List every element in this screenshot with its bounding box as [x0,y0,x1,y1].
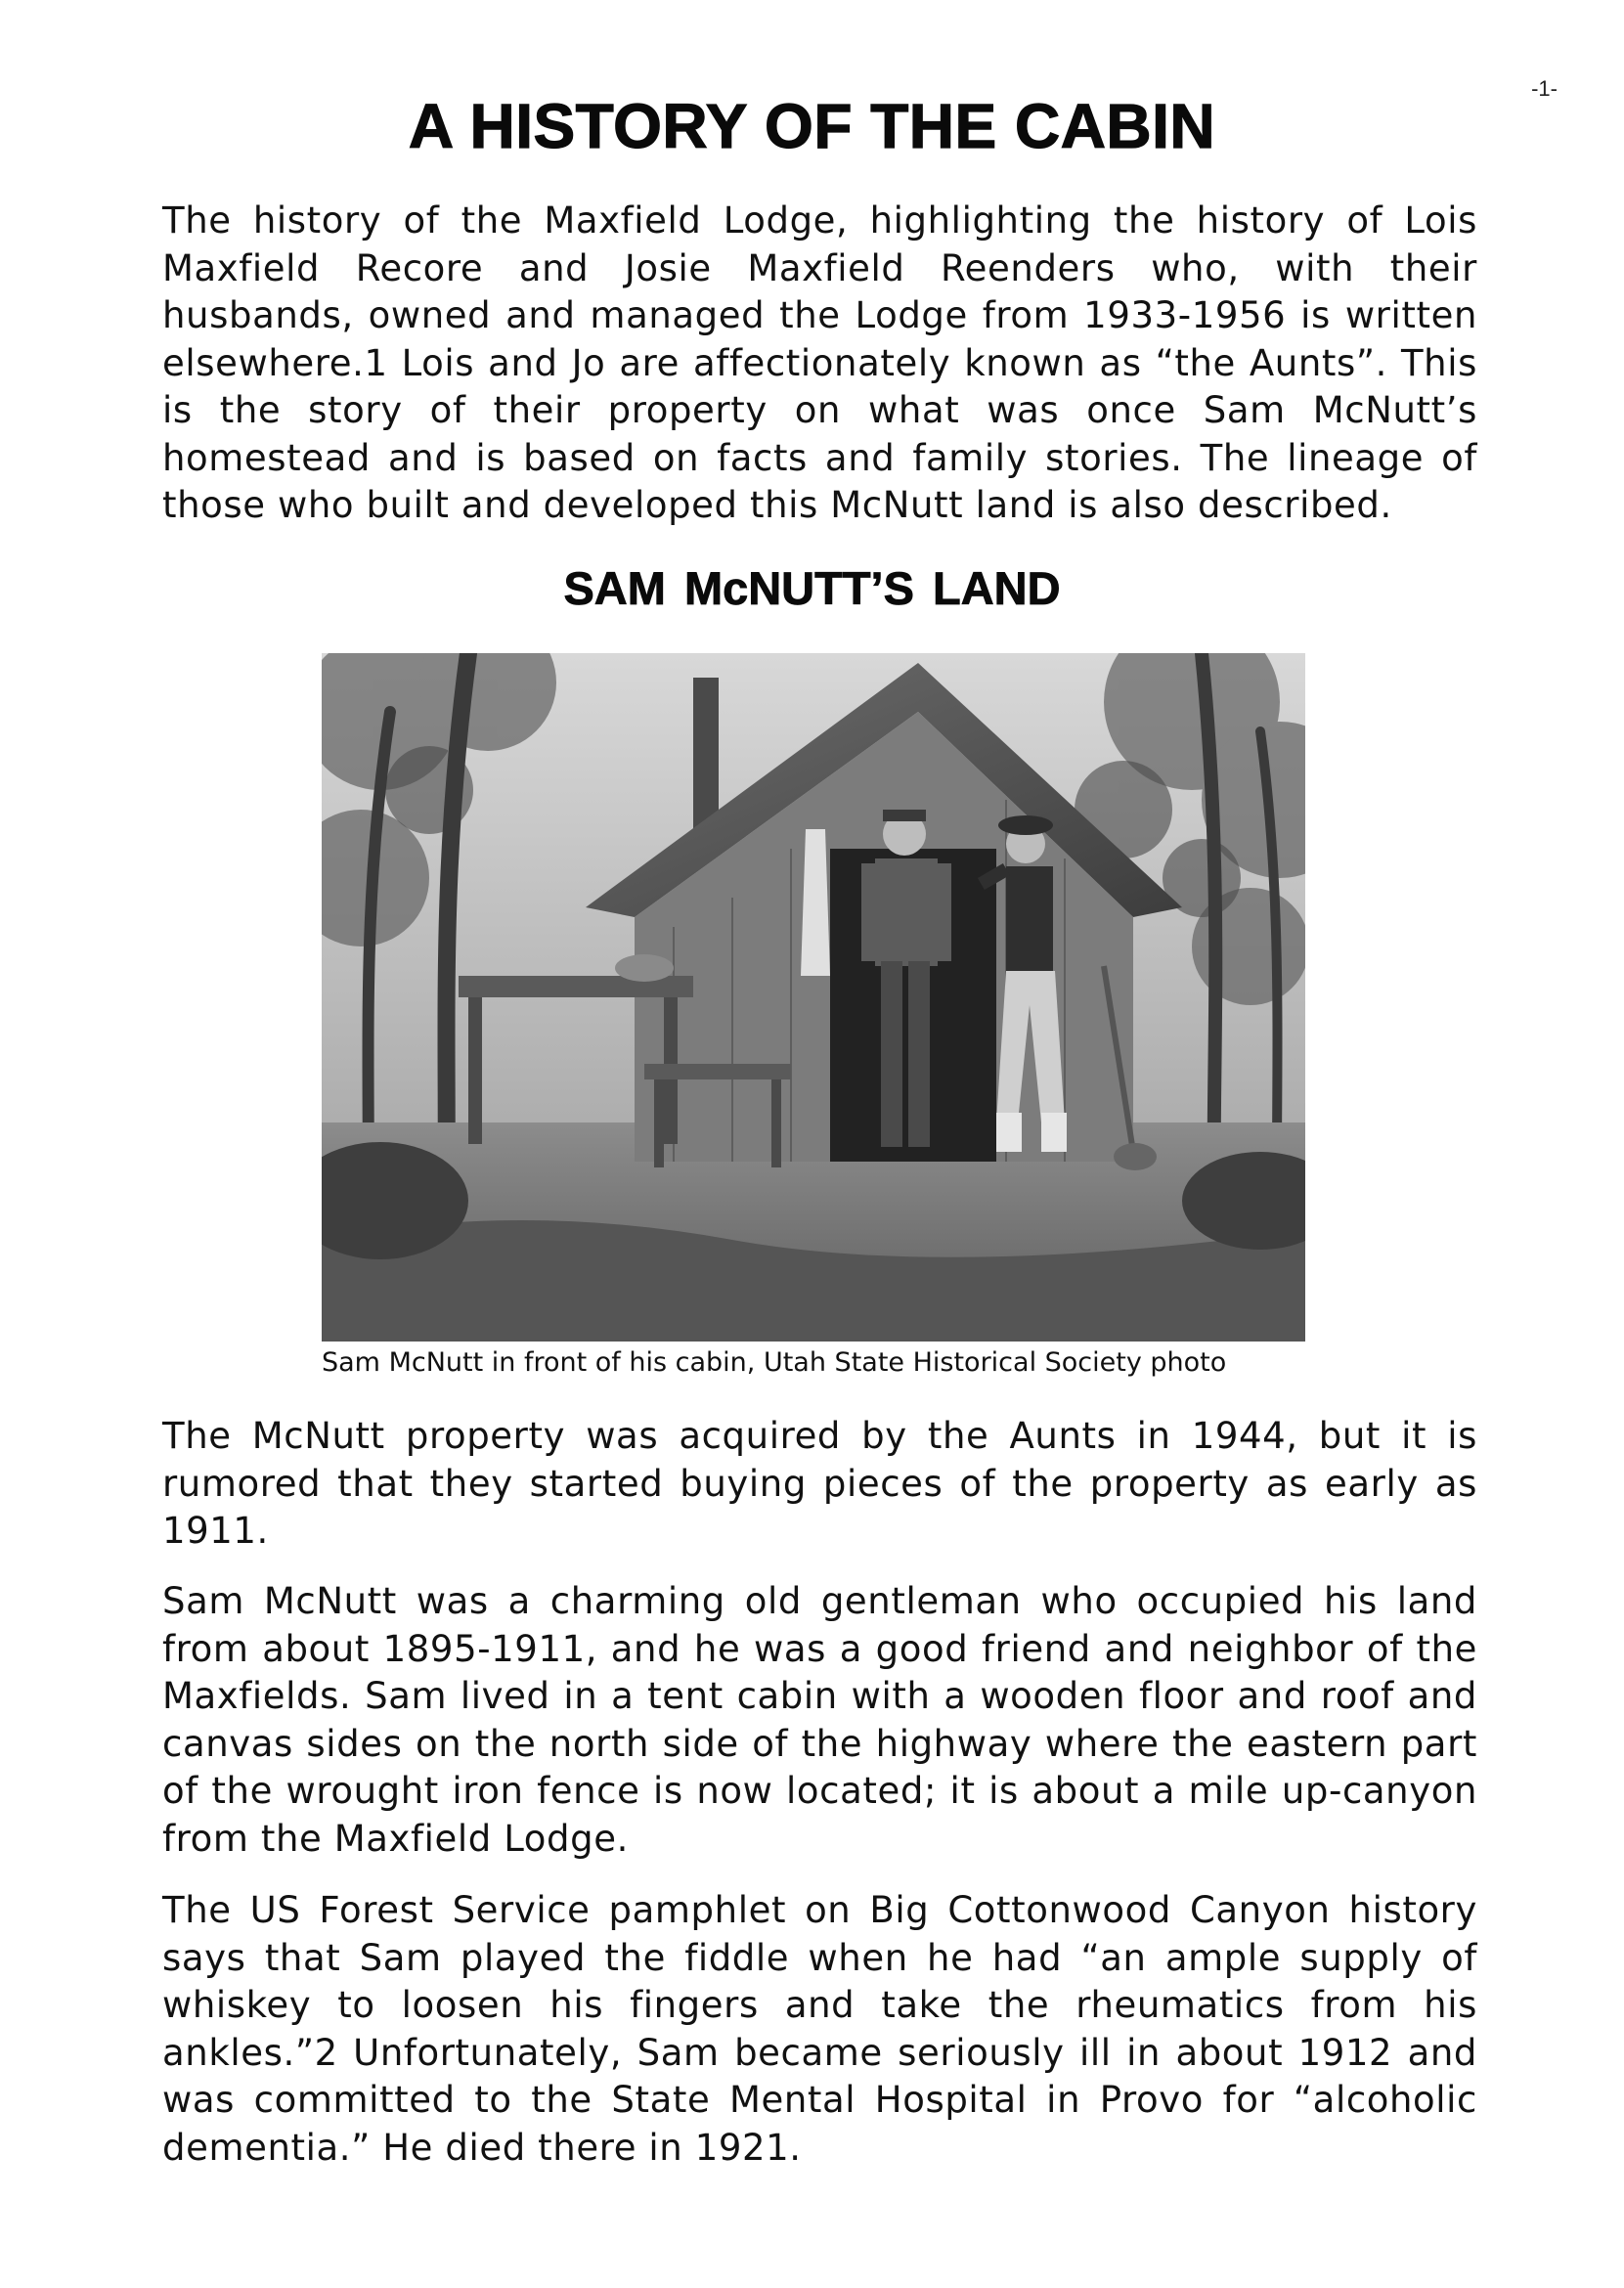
photo-caption: Sam McNutt in front of his cabin, Utah State Historical Society photo [322,1347,1227,1378]
paragraph-intro: The history of the Maxfield Lodge, highlighting the history of Lois Maxfield Recore and Josie Maxfield Reenders who, with their husbands, owned and managed the Lodge from 1933-1956 is written elsewhere.1 Lois and Jo are affectionately known as “the Aunts”. This is the story of their property on what was once Sam McNutt’s homestead and is based on facts and family stories. The lineage of those who built and developed this McNutt land is also described. [162,199,1477,526]
cabin-photo-illustration [322,653,1305,1342]
page-title: A HISTORY OF THE CABIN [408,91,1216,161]
paragraph-acquisition: The McNutt property was acquired by the Aunts in 1944, but it is rumored that they started buying pieces of the property as early as 1911. [162,1415,1477,1552]
section-heading: SAM McNUTT’S LAND [563,562,1061,614]
paragraph-sam-mcnutt: Sam McNutt was a charming old gentleman who occupied his land from about 1895-1911, and he was a good friend and neighbor of the Maxfields. Sam lived in a tent cabin with a wooden floor and roof and canvas sides on the north side of the highway where the eastern part of the wrought iron fence is now located; it is about a mile up-canyon from the Maxfield Lodge. [162,1580,1477,1860]
paragraph-forest-service: The US Forest Service pamphlet on Big Cottonwood Canyon history says that Sam played the fiddle when he had “an ample supply of whiskey to loosen his fingers and take the rheumatics from his ankles.”2 Unfortunately, Sam became seriously ill in about 1912 and was committed to the State Mental Hospital in Provo for “alcoholic dementia.” He died there in 1921. [162,1889,1477,2169]
cabin-photo [322,653,1305,1342]
page-number: -1- [1531,76,1558,101]
